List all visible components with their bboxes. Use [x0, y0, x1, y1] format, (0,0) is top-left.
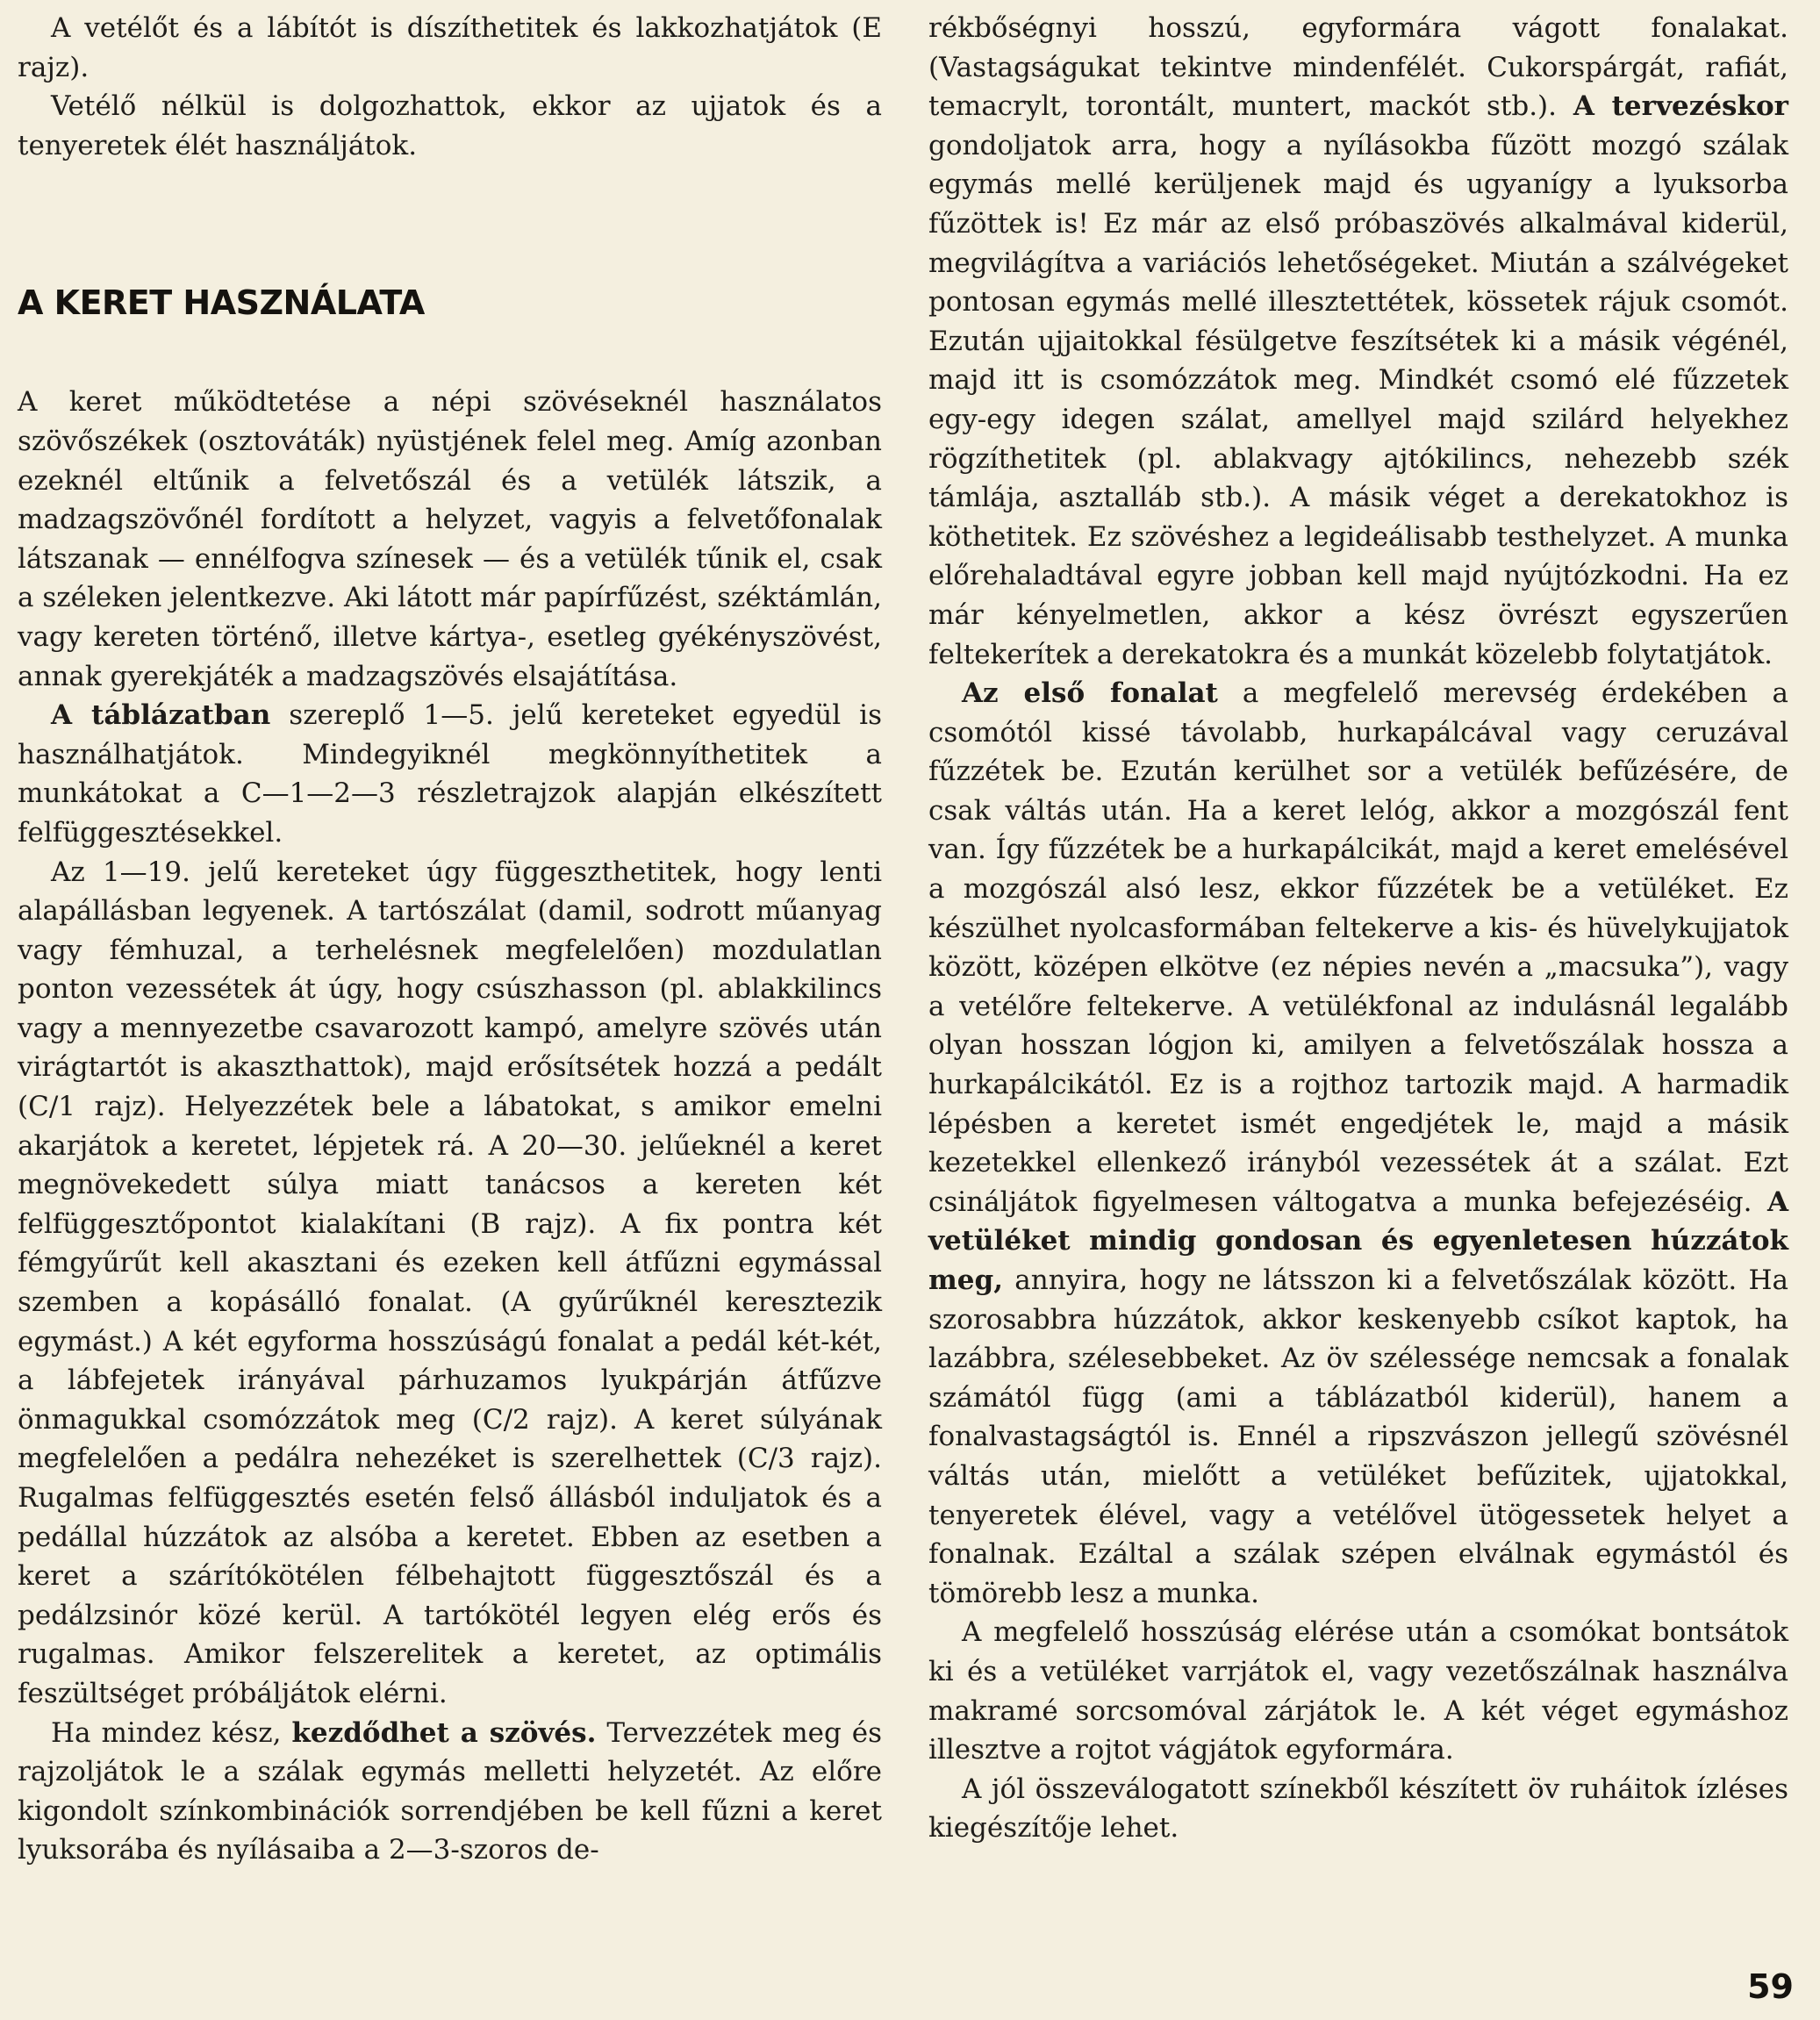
paragraph-text: annyira, hogy ne látsszon ki a felvetőszálak között. Ha szorosabbra húzzátok, akkor keskenyebb csíkot kaptok, ha lazábbra, szélesebbeket. Az öv szélessége nemcsak a fonalak számától függ (ami a táblázatból kiderül), hanem a fonalvastagságtól is. Ennél a ripszvászon jellegű szövésnél váltás után, mielőtt a vetüléket befűzitek, ujjatokkal, tenyeretek élével, vagy a vetélővel ütögessetek helyet a fonalnak. Ezáltal a szálak szépen elválnak egymástól és tömörebb lesz a munka.	[928, 1264, 1788, 1609]
intro-paragraph-1: A vetélőt és a lábítót is díszíthetitek és lakkozhatjátok (E rajz).	[18, 12, 882, 83]
paragraph-elso-fonal	[928, 674, 1788, 1613]
paragraph-befejezes: A megfelelő hosszúság elérése után a csomókat bontsátok ki és a vetüléket varrjátok el, vagy vezetőszálnak használva makramé sorcsomóval zárjátok le. A két véget egymáshoz illesztve a rojtot vágjátok egyformára.	[928, 1616, 1788, 1766]
page-number: 59	[1747, 1967, 1794, 2006]
bold-phrase: Az első fonalat	[962, 677, 1218, 710]
left-column	[18, 9, 882, 1870]
bold-phrase: A vetüléket mindig gondosan és egyenletesen húzzátok meg,	[928, 1185, 1788, 1296]
spacer	[18, 165, 882, 283]
bold-phrase: A táblázatban	[51, 699, 271, 732]
paragraph-text: Tervezzétek meg és rajzoljátok le a szálak egymás melletti helyzetét. Az előre kigondolt színkombinációk sorrendjében be kell fűzni a keret lyuksorába és nyílásaiba a 2—3-szoros de-	[18, 1716, 882, 1866]
intro-paragraph-2: Vetélő nélkül is dolgozhattok, ekkor az ujjatok és a tenyeretek élét használjátok.	[18, 90, 882, 161]
paragraph-text: rékbőségnyi hosszú, egyformára vágott fonalakat. (Vastagságukat tekintve mindenfélét. Cukorspárgát, rafiát, temacrylt, torontált, muntert, mackót stb.).	[928, 12, 1788, 123]
paragraph-felfuggesztes: Az 1—19. jelű kereteket úgy függeszthetitek, hogy lenti alapállásban legyenek. A tartószálat (damil, sodrott műanyag vagy fémhuzal, a terhelésnek megfelelően) mozdulatlan ponton vezessétek át úgy, hogy csúszhasson (pl. ablakkilincs vagy a mennyezetbe csavarozott kampó, amelyre szövés után virágtartót is akaszthattok), majd erősítsétek hozzá a pedált (C/1 rajz). Helyezzétek bele a lábatokat, s amikor emelni akarjátok a keretet, lépjetek rá. A 20—30. jelűeknél a keret megnövekedett súlya miatt tanácsos a kereten két felfüggesztőpontot kialakítani (B rajz). A fix pontra két fémgyűrűt kell akasztani és ezeken kell átfűzni egymással szemben a kopásálló fonalat. (A gyűrűknél keresztezik egymást.) A két egyforma hosszúságú fonalat a pedál két-két, a lábfejetek irányával párhuzamos lyukpárján átfűzve önmagukkal csomózzátok meg (C/2 rajz). A keret súlyának megfelelően a pedálra nehezéket is szerelhettek (C/3 rajz). Rugalmas felfüggesztés esetén felső állásból induljatok és a pedállal húzzátok az alsóba a keretet. Ebben az esetben a keret a szárítókötélen félbehajtott függesztőszál és a pedálzsinór közé kerül. A tartókötél legyen elég erős és rugalmas. Amikor felszerelitek a keretet, az optimális feszültséget próbáljátok elérni.	[18, 856, 882, 1709]
paragraph-text: szereplő 1—5. jelű kereteket egyedül is használhatjátok. Mindegyiknél megkönnyíthetitek a munkátokat a C—1—2—3 részletrajzok alapján elkészített felfüggesztésekkel.	[18, 699, 883, 849]
paragraph-fonalak	[928, 9, 1788, 674]
right-column	[928, 9, 1788, 1848]
paragraph-szoves-kezdes	[18, 1714, 882, 1870]
section-heading: A KERET HASZNÁLATA	[18, 283, 425, 323]
paragraph-text: a megfelelő merevség érdekében a csomótól kissé távolabb, hurkapálcával vagy ceruzával fűzzétek be. Ezután kerülhet sor a vetülék befűzésére, de csak váltás után. Ha a keret lelóg, akkor a mozgószál fent van. Így fűzzétek be a hurkapálcikát, majd a keret emelésével a mozgószál alsó lesz, ekkor fűzzétek be a vetüléket. Ez készülhet nyolcasformában feltekerve a kis- és hüvelykujjatok között, középen elkötve (ez népies nevén a „macsuka”), vagy a vetélőre feltekerve. A vetülékfonal az indulásnál legalább olyan hosszan lógjon ki, amilyen a felvetőszálak hossza a hurkapálcikától. Ez is a rojthoz tartozik majd. A harmadik lépésben a keretet ismét engedjétek le, majd a másik kezetekkel ellenkező irányból vezessétek át a szálat. Ezt csináljátok figyelmesen váltogatva a munka befejezéséig.	[928, 677, 1788, 1218]
paragraph-tablazat	[18, 696, 882, 852]
paragraph-zaras: A jól összeválogatott színekből készített öv ruháitok ízléses kiegészítője lehet.	[928, 1773, 1788, 1845]
paragraph-keret-mukodtetese: A keret működtetése a népi szövéseknél használatos szövőszékek (osztováták) nyüstjének felel meg. Amíg azonban ezeknél eltűnik a felvetőszál és a vetülék látszik, a madzagszövőnél fordított a helyzet, vagyis a felvetőfonalak látszanak — ennélfogva színesek — és a vetülék tűnik el, csak a széleken jelentkezve. Aki látott már papírfűzést, széktámlán, vagy kereten történő, illetve kártya-, esetleg gyékényszövést, annak gyerekjáték a madzagszövés elsajátítása.	[18, 386, 882, 692]
paragraph-text: gondoljatok arra, hogy a nyílásokba fűzött mozgó szálak egymás mellé kerüljenek majd és ugyanígy a lyuksorba fűzöttek is! Ez már az első próbaszövés alkalmával kiderül, megvilágítva a variációs lehetőségeket. Miután a szálvégeket pontosan egymás mellé illesztettétek, kössetek rájuk csomót. Ezután ujjaitokkal fésülgetve feszítsétek ki a másik végénél, majd itt is csomózzátok meg. Mindkét csomó elé fűzzetek egy-egy idegen szálat, amellyel majd szilárd helyekhez rögzíthetitek (pl. ablakvagy ajtókilincs, nehezebb szék támlája, asztalláb stb.). A másik véget a derekatokhoz is köthetitek. Ez szövéshez a legideálisabb testhelyzet. A munka előrehaladtával egyre jobban kell majd nyújtózkodni. Ha ez már kényelmetlen, akkor a kész övrészt egyszerűen feltekerítek a derekatokra és a munkát közelebb folytatjátok.	[928, 129, 1788, 670]
paragraph-text: Ha mindez kész,	[51, 1716, 292, 1749]
bold-phrase: kezdődhet a szövés.	[291, 1716, 597, 1749]
spacer	[18, 323, 882, 383]
bold-phrase: A tervezéskor	[1573, 90, 1788, 123]
